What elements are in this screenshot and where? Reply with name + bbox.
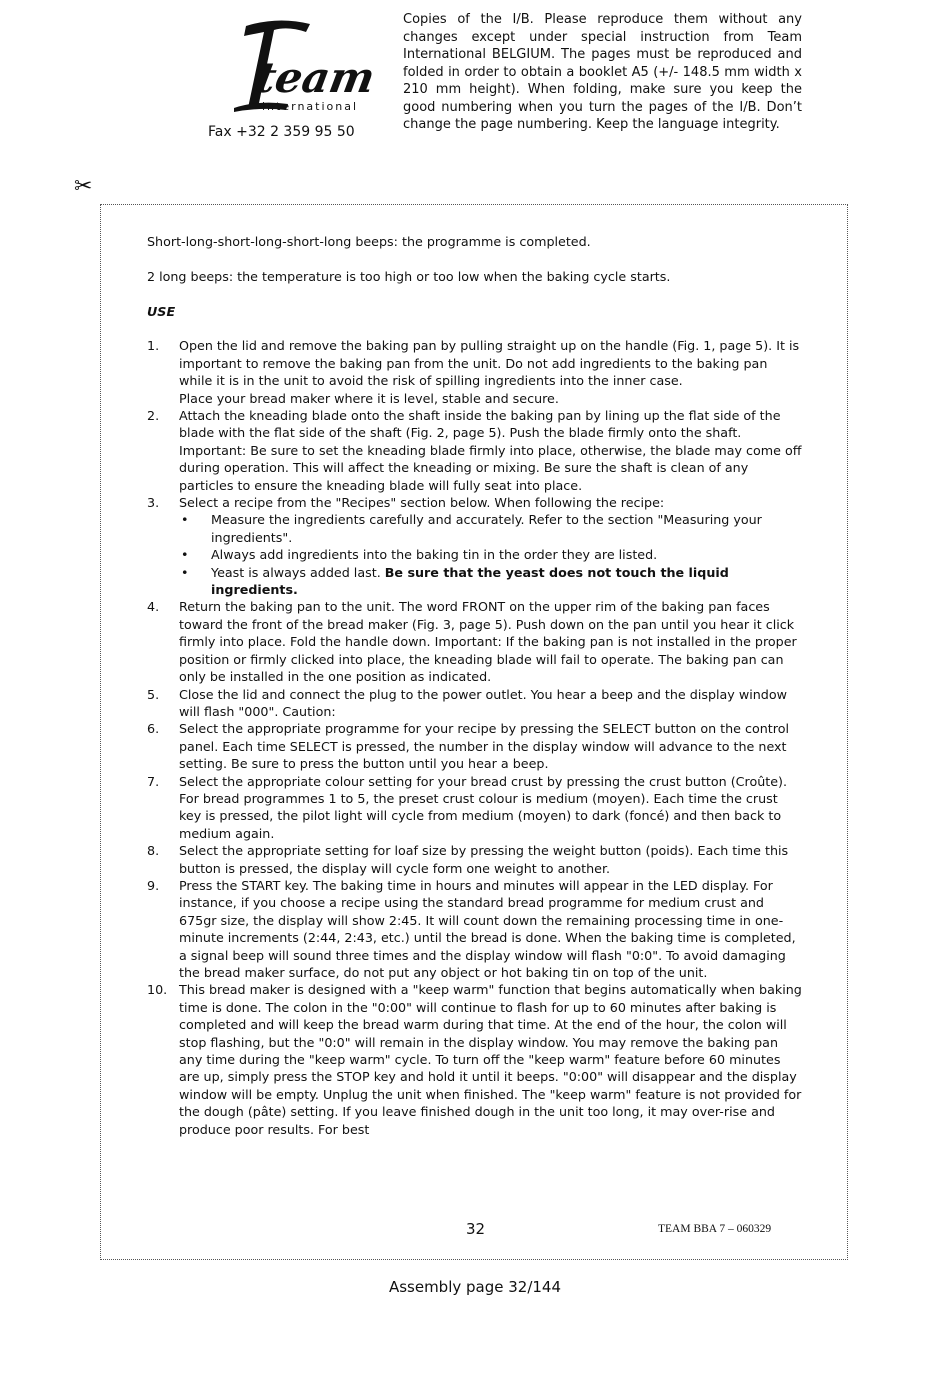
step-number: 5. [147,686,160,702]
step-number: 8. [147,843,160,859]
step-item [147,773,803,843]
step-item [147,842,803,877]
step-text: Press the START key. The baking time in hours and minutes will appear in the LED display. For instance, if you choose a recipe using the standard bread programme for medium crust and 675gr size, the display will show 2:45. It will count down the remaining processing time in one-minute increments (2:44, 2:43, etc.) until the bread is done. When the baking time is completed, a signal beep will sound three times and the display window will flash "0:0". To avoid damaging the bread maker surface, do not put any object or hot baking tin on top of the unit. [179,877,796,981]
team-logo [228,12,379,116]
step-item [147,407,803,494]
step-item [147,720,803,772]
step-item [147,598,803,685]
recipe-tips [179,511,803,598]
logo-wordmark: team [252,52,379,102]
step-text: Select the appropriate setting for loaf size by pressing the weight button (poids). Each time this button is pressed, the display will cycle form one weight to another. [179,843,789,876]
yeast-warning: Be sure that the yeast does not touch the liquid ingredients. [211,564,729,598]
step-item [147,686,803,721]
step-number: 6. [147,721,160,737]
step-number: 3. [147,495,160,511]
beeps-completed: Short-long-short-long-short-long beeps: the programme is completed. [147,234,591,249]
step-number: 9. [147,877,160,893]
bullet-icon: • [181,564,189,580]
step-text: This bread maker is designed with a "keep warm" function that begins automatically when baking time is done. The colon in the "0:00" will continue to flash for up to 60 minutes after baking is completed and will keep the bread warm during that time. At the end of the hour, the colon will stop flashing, but the "0:0" will remain in the display window. You may remove the baking pan any time during the "keep warm" cycle. To turn off the "keep warm" feature before 60 minutes are up, simply press the STOP key and hold it until it beeps. "0:00" will disappear and the display window will be empty. Unplug the unit when finished. The "keep warm" feature is not provided for the dough (pâte) setting. If you leave finished dough in the unit too long, it may over-rise and produce poor results. For best [179,982,802,1137]
page-body [147,233,803,1138]
step-extra: Place your bread maker where it is level, stable and secure. [179,390,559,406]
use-heading: USE [147,303,176,319]
bullet-icon: • [181,512,189,528]
step-item [147,981,803,1138]
step-number: 1. [147,338,160,354]
step-text: Select the appropriate programme for your recipe by pressing the SELECT button on the control panel. Each time SELECT is pressed, the number in the display window will advance to the next setting. Be sure to press the button until you hear a beep. [179,721,789,772]
scissors-icon: ✂ [74,174,93,199]
step-text: Attach the kneading blade onto the shaft inside the baking pan by lining up the flat side of the blade with the flat side of the shaft (Fig. 2, page 5). Push the blade firmly onto the shaft. Important: Be sure to set the kneading blade firmly into place, otherwise, the blade may come off during operation. This will affect the kneading or mixing. Be sure the shaft is clean of any particles to ensure the kneading blade will fully seat into place. [179,408,802,493]
bullet-icon: • [181,547,189,563]
step-item [147,877,803,981]
use-steps [147,337,803,1138]
step-item [147,494,803,598]
step-text: Return the baking pan to the unit. The word FRONT on the upper rim of the baking pan faces toward the front of the bread maker (Fig. 3, page 5). Push down on the pan until you hear it click firmly into place. Fold the handle down. Important: If the baking pan is not installed in the proper position or firmly clicked into place, the kneading blade will fail to operate. The baking pan can only be installed in the one position as indicated. [179,599,797,685]
bullet-item: • Always add ingredients into the baking tin in the order they are listed. [181,547,658,563]
document-reference: TEAM BBA 7 – 060329 [658,1223,772,1235]
reproduction-notice: Copies of the I/B. Please reproduce them without any changes except under special instruction from Team International BELGIUM. The pages must be reproduced and folded in order to obtain a booklet A5 (+/- 148.5 mm width x 210 mm height). When folding, make sure you keep the good numbering when you turn the pages of the I/B. Don’t change the page numbering. Keep the language integrity. [403,12,802,132]
step-number: 10. [147,982,168,998]
beeps-temperature: 2 long beeps: the temperature is too high or too low when the baking cycle starts. [147,268,671,284]
assembly-page: Assembly page 32/144 [388,1278,562,1296]
step-text: Open the lid and remove the baking pan by pulling straight up on the handle (Fig. 1, page 5). It is important to remove the baking pan from the unit. Do not add ingredients to the baking pan while it is in the unit to avoid the risk of spilling ingredients into the inner case. [179,338,800,389]
fax-number: Fax +32 2 359 95 50 [208,124,355,140]
bullet-item: • Measure the ingredients carefully and accurately. Refer to the section "Measuring your ingredients". [181,512,762,545]
step-number: 4. [147,599,160,615]
step-text: Select the appropriate colour setting for your bread crust by pressing the crust button (Croûte). For bread programmes 1 to 5, the preset crust colour is medium (moyen). Each time the crust key is pressed, the pilot light will cycle from medium (moyen) to dark (foncé) and then back to medium again. [179,773,788,841]
step-item [147,337,803,407]
bullet-item: • Yeast is always added last. Be sure that the yeast does not touch the liquid ingredients. [181,564,729,598]
step-number: 7. [147,773,160,789]
step-text: Select a recipe from the "Recipes" section below. When following the recipe: [179,495,665,511]
step-text: Close the lid and connect the plug to the power outlet. You hear a beep and the display window will flash "000". Caution: [179,686,787,719]
page-number: 32 [466,1220,486,1238]
logo-subtitle: international [262,100,359,113]
step-number: 2. [147,408,160,424]
